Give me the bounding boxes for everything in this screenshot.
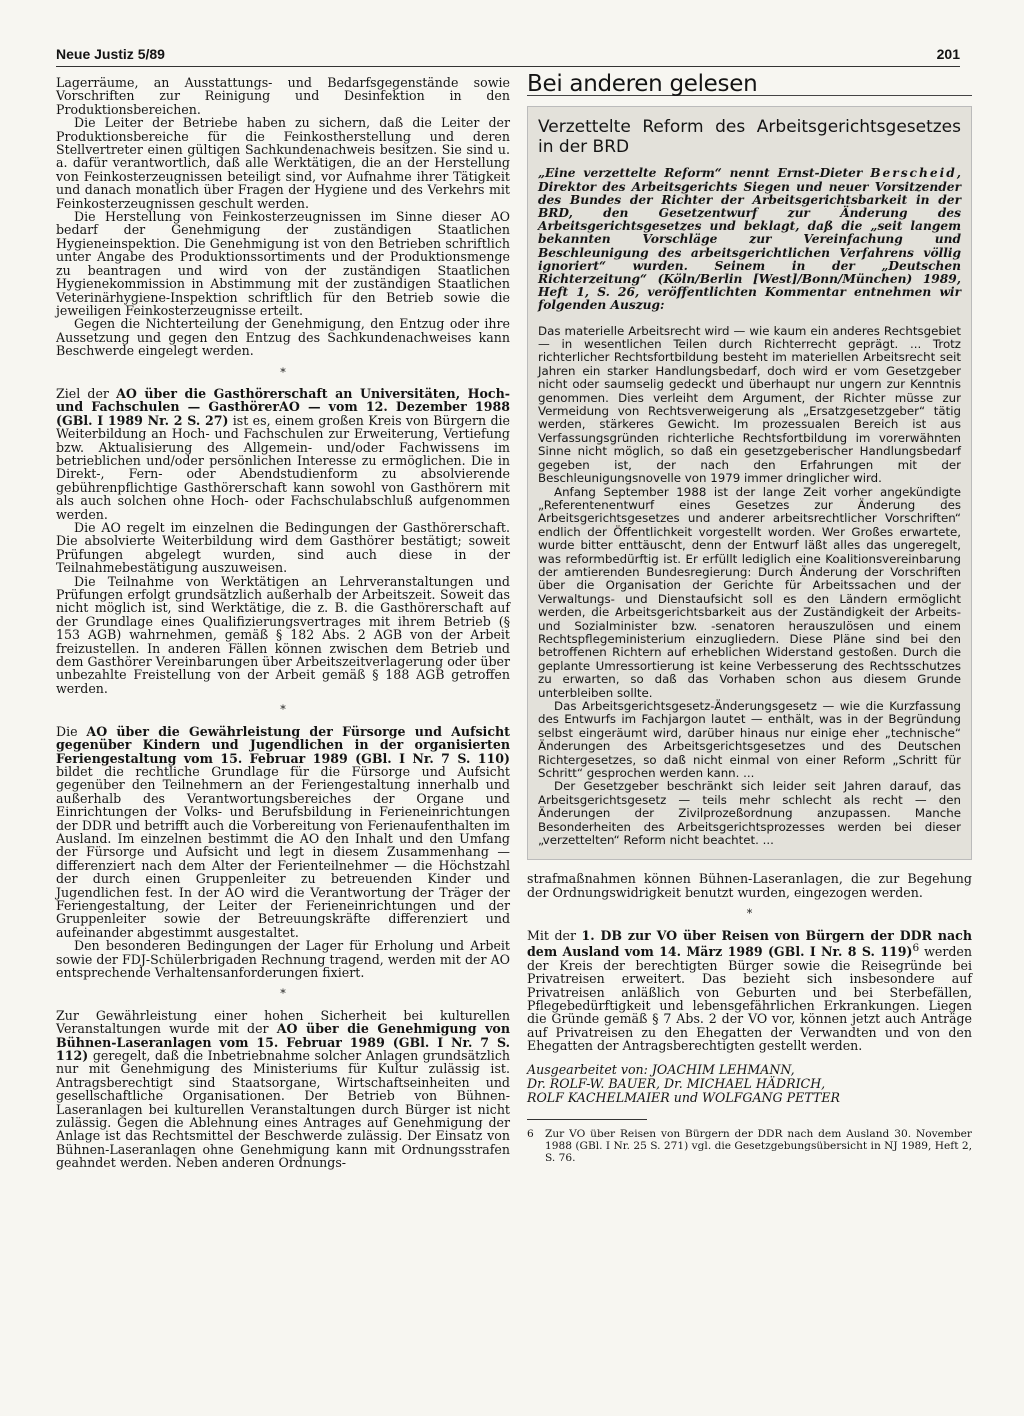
section-separator: * bbox=[280, 987, 286, 1001]
footnote bbox=[527, 1128, 972, 1164]
regulation-title: AO über die Genehmigung von Bühnen-Laseranlagen vom 15. Februar 1989 (GBl. I Nr. 7 S. 112) bbox=[56, 1021, 510, 1064]
paragraph-laser bbox=[56, 1009, 510, 1170]
page-number: 201 bbox=[936, 46, 960, 62]
text-run: werden der Kreis der berechtigten Bürger sowie die Reisegründe bei Privatreisen erweitert. Das bezieht sich insbesondere auf Privatreisen anläßlich von Geburten und bei Sterbefällen, Pflegebedürftigkeit und lebensgefährlichen Erkrankungen. Liegen die Gründe gemäß § 7 Abs. 2 der VO vor, können jetzt auch Anträge auf Privatreisen zu den Ehegatten der Verwandten und von den Ehegatten der Antragsberechtigten gestellt werden. bbox=[527, 944, 972, 1054]
quote-title: Verzettelte Reform des Arbeitsgerichtsgesetzes in der BRD bbox=[538, 117, 961, 158]
quote-paragraph: Das materielle Arbeitsrecht wird — wie kaum ein anderes Rechtsgebiet — in wesentlichen Teilen durch Richterrecht geprägt. ... Trotz richterlicher Rechtsfortbildung besteht im materiellen Arbeitsrecht seit Jahren ein starker Handlungsbedarf, doch wird er vom Gesetzgeber nicht oder saumselig gedeckt und überhaupt nur ungern zur Kenntnis genommen. Dies verleiht dem Argument, der Richter müsse zur Vermeidung von Rechtsverweigerung als „Ersatzgesetzgeber“ tätig werden, stärkeres Gewicht. Im prozessualen Bereich ist aus Verfassungsgründen richterliche Rechtsfortbildung im vorerwähnten Sinne nicht möglich, so daß ein gesetzgeberischer Handlungsbedarf gegeben ist, der nach den Erfahrungen mit der Beschleunigungsnovelle von 1979 immer dringlicher wird. bbox=[538, 323, 961, 486]
quote-box bbox=[527, 106, 972, 860]
credits-line: Dr. ROLF-W. BAUER, Dr. MICHAEL HÄDRICH, bbox=[527, 1075, 826, 1091]
header-rule bbox=[56, 66, 960, 67]
quote-paragraph: Der Gesetzgeber beschränkt sich leider seit Jahren darauf, das Arbeitsgerichtsgesetz — teils mehr schlecht als recht — den Änderungen der Zivilprozeßordnung anzupassen. Manche Besonderheiten des Arbeitsgerichtsprozesses werden bei dieser „verzettelten“ Reform nicht beachtet. ... bbox=[538, 779, 961, 848]
quote-paragraph: Anfang September 1988 ist der lange Zeit vorher angekündigte „Referentenentwurf eines Gesetzes zur Änderung des Arbeitsgerichtsgesetzes und anderer arbeitsrechtlicher Vorschriften“ endlich der Öffentlichkeit vorgestellt worden. Wer Großes erwartete, wurde bitter enttäuscht, denn der Entwurf läßt alles das ungeregelt, was reformbedürftig ist. Er erfüllt lediglich eine Koalitionsvereinbarung der amtierenden Bundesregierung: Durch Änderung der Vorschriften über die Organisation der Gerichte für Arbeitssachen und der Verwaltungs- und Dienstaufsicht soll es den Ländern ermöglicht werden, die Arbeitsgerichtsbarkeit aus der Zuständigkeit der Arbeits- und Sozialminister bzw. -senatoren herauszulösen und einem Rechtspflegeministerium einzugliedern. Diese Pläne sind bei den betroffenen Richtern auf erheblichen Widerstand gestoßen. Durch die geplante Umressortierung ist keine Verbesserung des Rechtsschutzes zu erwarten, so daß das Vorhaben schon aus diesem Grunde unterbleiben sollte. bbox=[538, 484, 961, 700]
footnote-number: 6 bbox=[527, 1127, 534, 1140]
text-run: „Eine verzettelte Reform“ nennt Ernst-Dieter bbox=[538, 166, 871, 181]
credits-line: ROLF KACHELMAIER und WOLFGANG PETTER bbox=[527, 1089, 840, 1105]
credits-line: Ausgearbeitet von: JOACHIM LEHMANN, bbox=[527, 1061, 795, 1077]
paragraph-ferien bbox=[56, 725, 510, 940]
footnote-ref: 6 bbox=[912, 942, 920, 955]
author-name: Berscheid bbox=[870, 166, 957, 181]
paragraph: Die Herstellung von Feinkosterzeugnissen im Sinne dieser AO bedarf der Genehmigung der zuständigen Staatlichen Hygieneinspektion. Die Genehmigung ist von den Betrieben schriftlich unter Angabe des Produktionssortiments und der Produktionsmenge zu beantragen und wird von der zuständigen Staatlichen Hygienekommission in Abstimmung mit der zuständigen Staatlichen Veterinärhygiene-Inspektion schriftlich für den Betrieb sowie die jeweiligen Feinkosterzeugnisse erteilt. bbox=[56, 209, 510, 318]
text-run: , Direktor des Arbeitsgerichts Siegen und neuer Vorsitzender des Bundes der Richter der Arbeitsgerichtsbarkeit in der BRD, den Gesetzentwurf zur Änderung des Arbeitsgerichtsgesetzes und beklagt, daß die „seit langem bekannten Vorschläge zur Vereinfachung und Beschleunigung des arbeitsgerichtlichen Verfahrens völlig ignoriert“ wurden. Seinem in der „Deutschen Richterzeitung“ (Köln/Berlin [West]/Bonn/München) 1989, Heft 1, S. 26, veröffentlichten Kommentar entnehmen wir folgenden Auszug: bbox=[538, 166, 961, 313]
section-separator: * bbox=[746, 907, 753, 921]
credits bbox=[527, 1063, 972, 1105]
quote-paragraph: Das Arbeitsgerichtsgesetz-Änderungsgesetz — wie die Kurzfassung des Entwurfs im Fachjargon lautet — enthält, was in der Begründung selbst eingeräumt wird, darüber hinaus nur einige eher „technische“ Änderungen des Arbeitsgerichtsgesetzes und des Deutschen Richtergesetzes, so daß nicht einmal von einer Reform „Schritt für Schritt“ gesprochen werden kann. ... bbox=[538, 699, 961, 781]
footnote-rule bbox=[527, 1119, 647, 1120]
text-run: ist es, einem großen Kreis von Bürgern die Weiterbildung an Hoch- und Fachschulen zur Erweiterung, Vertiefung bzw. Aktualisierung des Allgemein- und/oder Fachwissens im betrieblichen und/oder persönlichen Interesse zu ermöglichen. Die in Direkt-, Fern- oder Abendstudienform zu absolvierende gebührenpflichtige Gasthörerschaft kann sowohl von Gasthörern mit als auch solchen ohne Hoch- oder Fachschulabschluß aufgenommen werden. bbox=[56, 412, 510, 522]
footnote-text: Zur VO über Reisen von Bürgern der DDR nach dem Ausland 30. November 1988 (GBl. I Nr. 25 S. 271) vgl. die Gesetzgebungsübersicht in NJ 1989, Heft 2, S. 76. bbox=[545, 1127, 972, 1164]
paragraph: Die AO regelt im einzelnen die Bedingungen der Gasthörerschaft. Die absolvierte Weiterbildung wird dem Gasthörer bestätigt; soweit Prüfungen abgelegt wurden, sind auch diese in der Teilnahmebestätigung auszuweisen. bbox=[56, 520, 510, 576]
quote-intro bbox=[538, 167, 961, 312]
page-header bbox=[56, 46, 960, 66]
quote-body bbox=[538, 325, 961, 848]
text-run: Ziel der bbox=[56, 385, 117, 401]
left-column bbox=[56, 76, 510, 1170]
paragraph-reisen bbox=[527, 929, 972, 1053]
journal-title: Neue Justiz 5/89 bbox=[56, 46, 165, 62]
regulation-title: 1. DB zur VO über Reisen von Bürgern der DDR nach dem Ausland vom 14. März 1989 (GBl. I Nr. 8 S. 119) bbox=[527, 927, 972, 960]
paragraph: Die Leiter der Betriebe haben zu sichern, daß die Leiter der Produktionsbereiche für die Feinkostherstellung und deren Stellvertreter einen gültigen Sachkundenachweis besitzen. Sie sind u. a. dafür verantwortlich, daß alle Werktätigen, die an der Herstellung von Feinkosterzeugnissen beteiligt sind, vor Aufnahme ihrer Tätigkeit und danach monatlich über Fragen der Hygiene und des Verkehrs mit Feinkosterzeugnissen geschult werden. bbox=[56, 115, 510, 211]
text-run: geregelt, daß die Inbetriebnahme solcher Anlagen grundsätzlich nur mit Genehmigung des Ministeriums für Kultur zulässig ist. Antragsberechtigt sind Staatsorgane, Wirtschaftseinheiten und gesellschaftliche Organisationen. Der Betrieb von Bühnen-Laseranlagen bei kulturellen Veranstaltungen durch Bürger ist nicht zulässig. Gegen die Ablehnung eines Antrages auf Genehmigung der Anlage ist das Rechtsmittel der Beschwerde zulässig. Der Einsatz von Bühnen-Laseranlagen ohne Genehmigung kann mit Ordnungsstrafen geahndet werden. Neben anderen Ordnungs- bbox=[56, 1048, 510, 1171]
section-separator: * bbox=[280, 703, 286, 717]
section-heading: Bei anderen gelesen bbox=[527, 78, 972, 96]
text-run: Zur Gewährleistung einer hohen Sicherheit bei kulturellen Veranstaltungen wurde mit der bbox=[56, 1007, 510, 1037]
text-run: Mit der bbox=[527, 927, 582, 943]
regulation-title: AO über die Gewährleistung der Fürsorge und Aufsicht gegenüber Kindern und Jugendlichen in der organisierten Feriengestaltung vom 15. Februar 1989 (GBl. I Nr. 7 S. 110) bbox=[56, 723, 510, 766]
text-run: bildet die rechtliche Grundlage für die Fürsorge und Aufsicht gegenüber den Teilnehmern an der Feriengestaltung innerhalb und außerhalb des Verantwortungsbereiches der Organe und Einrichtungen der Volks- und Berufsbildung in Ferieneinrichtungen der DDR und betrifft auch die Vorbereitung von Ferienaufenthalten im Ausland. Im einzelnen bestimmt die AO den Inhalt und den Umfang der Fürsorge und Aufsicht und legt in diesem Zusammenhang — differenziert nach dem Alter der Ferienteilnehmer — die Höchstzahl der durch einen Gruppenleiter zu betreuenden Kinder und Jugendlichen fest. In der AO wird die Verantwortung der Träger der Feriengestaltung, der Leiter der Ferieneinrichtungen und der Gruppenleiter sowie der Betreuungskräfte differenziert und aufeinander abgestimmt ausgestaltet. bbox=[56, 763, 510, 940]
paragraph: Lagerräume, an Ausstattungs- und Bedarfsgegenstände sowie Vorschriften zur Reinigung und Desinfektion in den Produktionsbereichen. bbox=[56, 75, 510, 117]
section-separator: * bbox=[280, 365, 286, 379]
right-column bbox=[527, 71, 972, 1164]
paragraph: Die Teilnahme von Werktätigen an Lehrveranstaltungen und Prüfungen erfolgt grundsätzlich außerhalb der Arbeitszeit. Soweit das nicht möglich ist, sind Werktätige, die z. B. die Gasthörerschaft auf der Grundlage eines Qualifizierungsvertrages mit ihrem Betrieb (§ 153 AGB) wahrnehmen, gemäß § 182 Abs. 2 AGB von der Arbeit freizustellen. In anderen Fällen können zwischen dem Betrieb und dem Gasthörer Vereinbarungen über Arbeitszeitverlagerung oder über unbezahlte Freistellung von der Arbeit gemäß § 188 AGB getroffen werden. bbox=[56, 573, 510, 696]
paragraph: Den besonderen Bedingungen der Lager für Erholung und Arbeit sowie der FDJ-Schülerbrigaden Rechnung tragend, werden mit der AO entsprechende Verhaltensanforderungen fixiert. bbox=[56, 938, 510, 980]
text-run: Die bbox=[56, 723, 87, 739]
regulation-title: AO über die Gasthörerschaft an Universitäten, Hoch- und Fachschulen — GasthörerAO — vom 12. Dezember 1988 (GBl. I 1989 Nr. 2 S. 27) bbox=[56, 385, 510, 428]
paragraph: Gegen die Nichterteilung der Genehmigung, den Entzug oder ihre Aussetzung und gegen den Entzug des Sachkundenachweises kann Beschwerde eingelegt werden. bbox=[56, 316, 510, 359]
paragraph-continuation: strafmaßnahmen können Bühnen-Laseranlagen, die zur Begehung der Ordnungswidrigkeit benutzt wurden, eingezogen werden. bbox=[527, 871, 972, 900]
paragraph-gasthoerer bbox=[56, 387, 510, 521]
